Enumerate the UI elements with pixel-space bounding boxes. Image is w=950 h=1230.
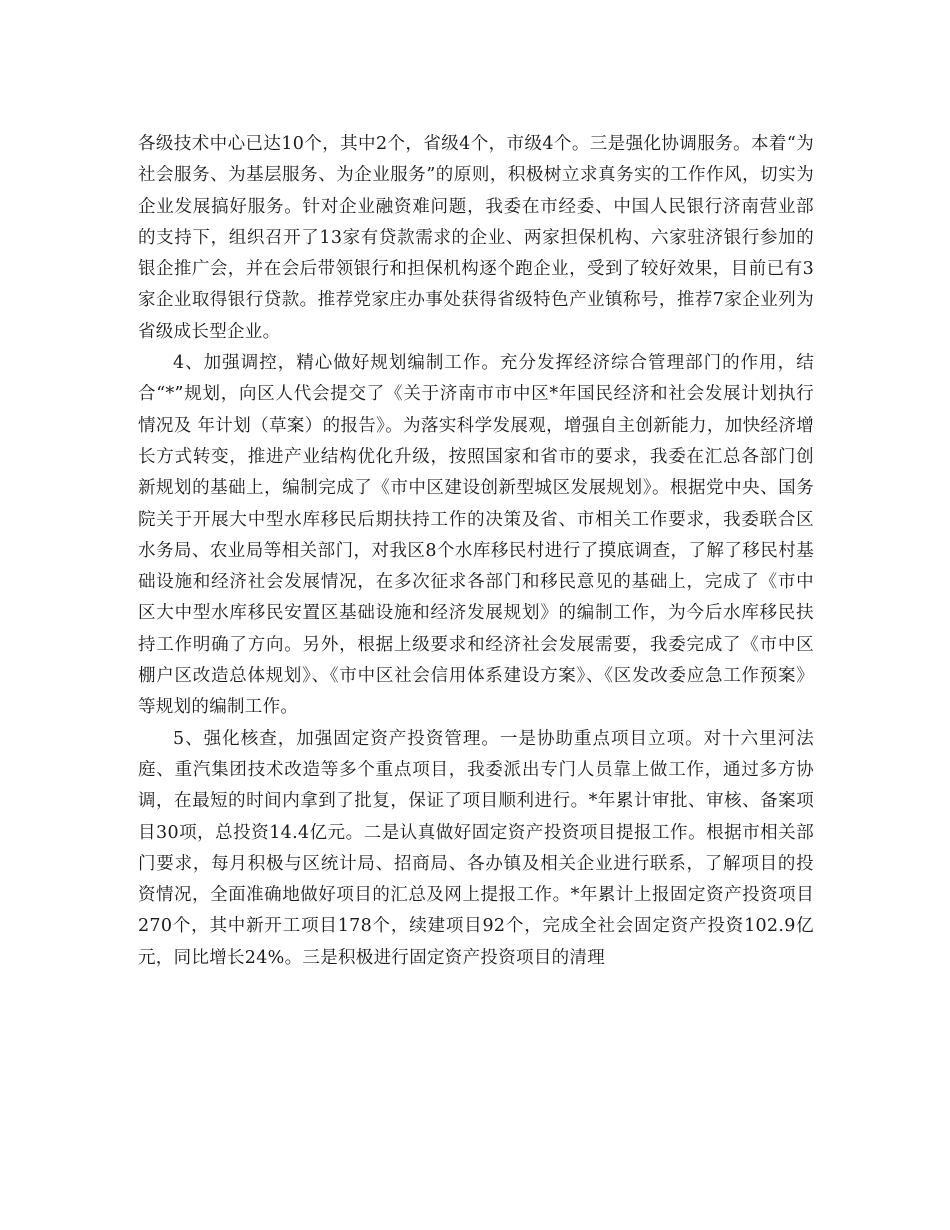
paragraph-continuation: 各级技术中心已达10个，其中2个，省级4个，市级4个。三是强化协调服务。本着“为社会服务、为基层服务、为企业服务”的原则，积极树立求真务实的工作作风，切实为企业发展搞好服务。针对企业融资难问题，我委在市经委、中国人民银行济南营业部的支持下，组织召开了13家有贷款需求的企业、两家担保机构、六家驻济银行参加的银企推广会，并在会后带领银行和担保机构逐个跑企业，受到了较好效果，目前已有3家企业取得银行贷款。推荐党家庄办事处获得省级特色产业镇称号，推荐7家企业列为省级成长型企业。 (138, 134, 814, 342)
body-text (138, 129, 814, 974)
paragraph-planning: 4、加强调控，精心做好规划编制工作。充分发挥经济综合管理部门的作用，结合“*”规划，向区人代会提交了《关于济南市市中区*年国民经济和社会发展计划执行情况及 年计划（草案）的报告》。为落实科学发展观，增强自主创新能力，加快经济增长方式转变，推进产业结构优化升级，按照国家和省市的要求，我委在汇总各部门创新规划的基础上，编制完成了《市中区建设创新型城区发展规划》。根据党中央、国务院关于开展大中型水库移民后期扶持工作的决策及省、市相关工作要求，我委联合区水务局、农业局等相关部门，对我区8个水库移民村进行了摸底调查，了解了移民村基础设施和经济社会发展情况，在多次征求各部门和移民意见的基础上，完成了《市中区大中型水库移民安置区基础设施和经济发展规划》的编制工作，为今后水库移民扶持工作明确了方向。另外，根据上级要求和经济社会发展需要，我委完成了《市中区棚户区改造总体规划》、《市中区社会信用体系建设方案》、《区发改委应急工作预案》等规划的编制工作。 (138, 353, 814, 718)
paragraph-investment: 5、强化核查，加强固定资产投资管理。一是协助重点项目立项。对十六里河法庭、重汽集团技术改造等多个重点项目，我委派出专门人员靠上做工作，通过多方协调，在最短的时间内拿到了批复，保证了项目顺利进行。*年累计审批、审核、备案项目30项，总投资14.4亿元。二是认真做好固定资产投资项目提报工作。根据市相关部门要求，每月积极与区统计局、招商局、各办镇及相关企业进行联系，了解项目的投资情况，全面准确地做好项目的汇总及网上提报工作。*年累计上报固定资产投资项目270个，其中新开工项目178个，续建项目92个，完成全社会固定资产投资102.9亿元，同比增长24%。三是积极进行固定资产投资项目的清理 (138, 728, 814, 968)
